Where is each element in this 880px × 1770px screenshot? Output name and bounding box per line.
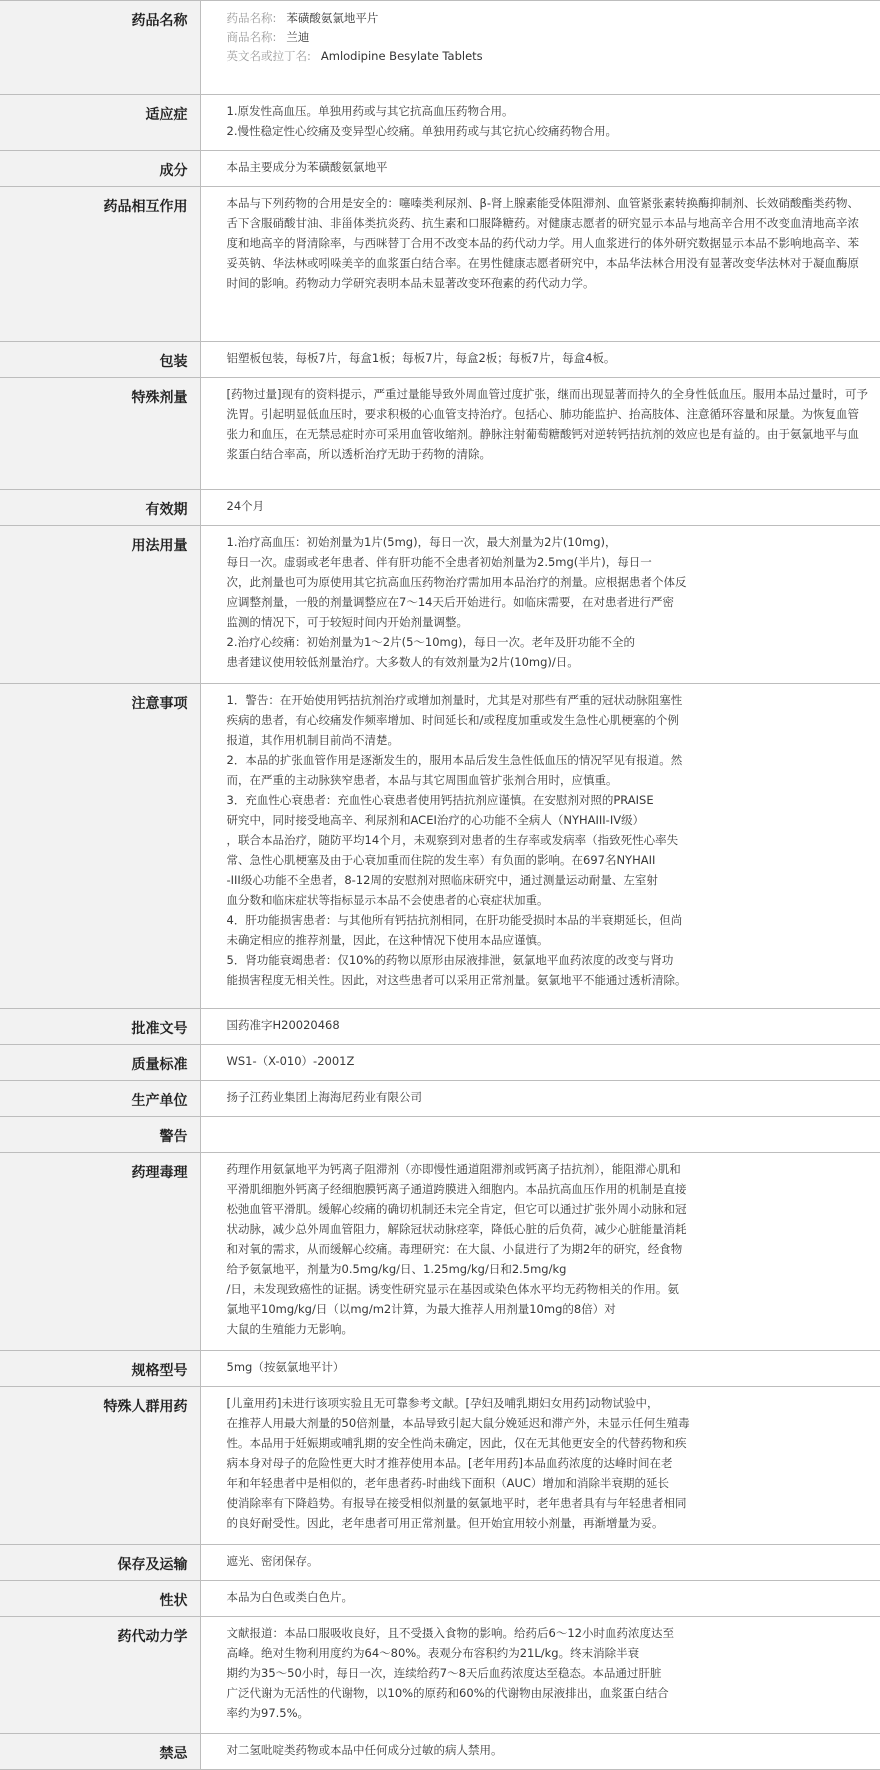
row-label: 生产单位 (0, 1081, 200, 1117)
row-value (200, 526, 880, 684)
row-value (200, 95, 880, 151)
pharmacokinetics-line: 高峰。绝对生物利用度约为64～80%。表观分布容积约为21L/kg。终末消除半衰 (226, 1646, 640, 1660)
row-standard (0, 1045, 880, 1081)
pharmacology-line: 氯地平10mg/kg/日（以mg/m2计算，为最大推荐人用剂量10mg的8倍）对 (226, 1302, 616, 1316)
indication-line: 1.原发性高血压。单独用药或与其它抗高血压药物合用。 (226, 104, 514, 118)
english-name-value: Amlodipine Besylate Tablets (320, 49, 483, 63)
row-label: 用法用量 (0, 526, 200, 684)
row-interactions (0, 187, 880, 342)
english-name-label: 英文名或拉丁名: (226, 49, 311, 63)
pharmacokinetics-line: 文献报道：本品口服吸收良好，且不受摄入食物的影响。给药后6～12小时血药浓度达至 (226, 1626, 674, 1640)
special-population-line: 的良好耐受性。因此，老年患者可用正常剂量。但开始宜用较小剂量，再渐增量为妥。 (226, 1516, 664, 1530)
precaution-line: 研究中，同时接受地高辛、利尿剂和ACEI治疗的心功能不全病人（NYHAIII-IV级） (226, 813, 645, 827)
precaution-line: 血分数和临床症状等指标显示本品不会使患者的心衰症状加重。 (226, 893, 549, 907)
row-approval (0, 1009, 880, 1045)
row-value: 铝塑板包装，每板7片，每盒1板；每板7片，每盒2板；每板7片，每盒4板。 (200, 342, 880, 378)
trade-name-value: 兰迪 (286, 30, 310, 44)
pharmacology-line: 和对氧的需求，从而缓解心绞痛。毒理研究：在大鼠、小鼠进行了为期2年的研究，经食物 (226, 1242, 683, 1256)
row-value: [药物过量]现有的资料提示，严重过量能导致外周血管过度扩张，继而出现显著而持久的全身性低血压。服用本品过量时，可予洗胃。引起明显低血压时，要求积极的心血管支持治疗。包括心、肺功能监护、抬高肢体、注意循环容量和尿量。为恢复血管张力和血压，在无禁忌症时亦可采用血管收缩剂。静脉注射葡萄糖酸钙对逆转钙拮抗剂的效应也是有益的。由于氨氯地平与血浆蛋白结合率高，所以透析治疗无助于药物的清除。 (200, 378, 880, 490)
special-population-line: 使消除率有下降趋势。有报导在接受相似剂量的氨氯地平时，老年患者具有与年轻患者相同 (226, 1496, 687, 1510)
row-label: 药品相互作用 (0, 187, 200, 342)
row-label: 批准文号 (0, 1009, 200, 1045)
generic-name-label: 药品名称: (226, 11, 277, 25)
dosage-line: 监测的情况下，可于较短时间内开始剂量调整。 (226, 615, 468, 629)
row-overdose (0, 378, 880, 490)
row-label: 适应症 (0, 95, 200, 151)
row-value (200, 684, 880, 1009)
row-indications (0, 95, 880, 151)
precaution-line: ，联合本品治疗，随防平均14个月，未观察到对患者的生存率或发病率（指致死性心率失 (226, 833, 679, 847)
pharmacology-line: 药理作用氨氯地平为钙离子阻滞剂（亦即慢性通道阻滞剂或钙离子拮抗剂），能阻滞心肌和 (226, 1162, 681, 1176)
row-name (0, 1, 880, 95)
row-appearance (0, 1581, 880, 1617)
row-dosage (0, 526, 880, 684)
row-label: 有效期 (0, 490, 200, 526)
dosage-line: 患者建议使用较低剂量治疗。大多数人的有效剂量为2片(10mg)/日。 (226, 655, 579, 669)
row-value: 遮光、密闭保存。 (200, 1545, 880, 1581)
pharmacology-line: /日，未发现致癌性的证据。诱变性研究显示在基因或染色体水平均无药物相关的作用。氨 (226, 1282, 679, 1296)
special-population-line: 年和年轻患者中是相似的，老年患者药-时曲线下面积（AUC）增加和消除半衰期的延长 (226, 1476, 669, 1490)
row-value: 本品与下列药物的合用是安全的：噻嗪类利尿剂、β-肾上腺素能受体阻滞剂、血管紧张素转换酶抑制剂、长效硝酸酯类药物、舌下含服硝酸甘油、非甾体类抗炎药、抗生素和口服降糖药。对健康志愿者的研究显示本品与地高辛合用不改变血清地高辛浓度和地高辛的肾清除率，与西咪替丁合用不改变本品的药代动力学。用人血浆进行的体外研究数据显示本品不影响地高辛、苯妥英钠、华法林或吲哚美辛的血浆蛋白结合率。在男性健康志愿者研究中，本品华法林合用没有显著改变华法林对于凝血酶原时间的影响。药物动力学研究表明本品未显著改变环孢素的药代动力学。 (200, 187, 880, 342)
precaution-line: 能损害程度无相关性。因此，对这些患者可以采用正常剂量。氨氯地平不能通过透析清除。 (226, 973, 687, 987)
trade-name-label: 商品名称: (226, 30, 277, 44)
row-value: 5mg（按氨氯地平计） (200, 1351, 880, 1387)
row-value (200, 1117, 880, 1153)
row-value (200, 1153, 880, 1351)
precaution-line: 未确定相应的推荐剂量，因此，在这种情况下使用本品应谨慎。 (226, 933, 549, 947)
row-label: 保存及运输 (0, 1545, 200, 1581)
row-value: 本品主要成分为苯磺酸氨氯地平 (200, 151, 880, 187)
row-label: 成分 (0, 151, 200, 187)
row-value: 24个月 (200, 490, 880, 526)
precaution-line: 2．本品的扩张血管作用是逐渐发生的，服用本品后发生急性低血压的情况罕见有报道。然 (226, 753, 683, 767)
special-population-line: 病本身对母子的危险性更大时才推荐使用本品。[老年用药]本品血药浓度的达峰时间在老 (226, 1456, 673, 1470)
row-pharmacokinetics (0, 1617, 880, 1734)
row-label: 质量标准 (0, 1045, 200, 1081)
precaution-line: 常、急性心肌梗塞及由于心衰加重而住院的发生率）有负面的影响。在697名NYHAII (226, 853, 656, 867)
precaution-line: 疾病的患者，有心绞痛发作频率增加、时间延长和/或程度加重或发生急性心肌梗塞的个例 (226, 713, 679, 727)
row-label: 药品名称 (0, 1, 200, 95)
row-value (200, 1, 880, 95)
pharmacology-line: 松弛血管平滑肌。缓解心绞痛的确切机制还未完全肯定，但它可以通过扩张外周小动脉和冠 (226, 1202, 687, 1216)
generic-name-line (227, 9, 871, 28)
dosage-line: 每日一次。虚弱或老年患者、伴有肝功能不全患者初始剂量为2.5mg(半片)，每日一 (226, 555, 652, 569)
special-population-line: 在推荐人用最大剂量的50倍剂量，本品导致引起大鼠分娩延迟和滞产外，未显示任何生殖毒 (226, 1416, 690, 1430)
precaution-line: 报道，其作用机制目前尚不清楚。 (226, 733, 399, 747)
row-value: 本品为白色或类白色片。 (200, 1581, 880, 1617)
row-value: 扬子江药业集团上海海尼药业有限公司 (200, 1081, 880, 1117)
dosage-line: 次，此剂量也可为原使用其它抗高血压药物治疗需加用本品治疗的剂量。应根据患者个体反 (226, 575, 687, 589)
dosage-line: 2.治疗心绞痛：初始剂量为1～2片(5～10mg)，每日一次。老年及肝功能不全的 (226, 635, 636, 649)
row-specification (0, 1351, 880, 1387)
row-label: 药理毒理 (0, 1153, 200, 1351)
row-precautions (0, 684, 880, 1009)
row-composition (0, 151, 880, 187)
precaution-line: 3．充血性心衰患者：充血性心衰患者使用钙拮抗剂应谨慎。在安慰剂对照的PRAISE (226, 793, 654, 807)
row-value (200, 1387, 880, 1545)
row-value (200, 1617, 880, 1734)
row-package (0, 342, 880, 378)
row-label: 注意事项 (0, 684, 200, 1009)
pharmacokinetics-line: 率约为97.5%。 (226, 1706, 310, 1720)
row-label: 特殊人群用药 (0, 1387, 200, 1545)
row-value: 对二氢吡啶类药物或本品中任何成分过敏的病人禁用。 (200, 1734, 880, 1770)
pharmacology-line: 状动脉，减少总外周血管阻力，解除冠状动脉痉挛，降低心脏的后负荷，减少心脏能量消耗 (226, 1222, 687, 1236)
row-manufacturer (0, 1081, 880, 1117)
precaution-line: 1．警告：在开始使用钙拮抗剂治疗或增加剂量时，尤其是对那些有严重的冠状动脉阻塞性 (226, 693, 683, 707)
row-label: 药代动力学 (0, 1617, 200, 1734)
row-label: 性状 (0, 1581, 200, 1617)
precaution-line: -III级心功能不全患者，8-12周的安慰剂对照临床研究中，通过测量运动耐量、左室射 (226, 873, 658, 887)
dosage-line: 1.治疗高血压：初始剂量为1片(5mg)，每日一次，最大剂量为2片(10mg)， (226, 535, 617, 549)
precaution-line: 而，在严重的主动脉狭窄患者，本品与其它周围血管扩张剂合用时，应慎重。 (226, 773, 618, 787)
precaution-line: 5．肾功能衰竭患者：仅10%的药物以原形由尿液排泄，氨氯地平血药浓度的改变与肾功 (226, 953, 674, 967)
row-value: 国药准字H20020468 (200, 1009, 880, 1045)
pharmacokinetics-line: 广泛代谢为无活性的代谢物，以10%的原药和60%的代谢物由尿液排出，血浆蛋白结合 (226, 1686, 669, 1700)
row-label: 特殊剂量 (0, 378, 200, 490)
pharmacology-line: 大鼠的生殖能力无影响。 (226, 1322, 353, 1336)
row-contraindications (0, 1734, 880, 1770)
pharmacology-line: 给予氨氯地平，剂量为0.5mg/kg/日、1.25mg/kg/日和2.5mg/kg (226, 1262, 567, 1276)
row-special-populations (0, 1387, 880, 1545)
precaution-line: 4．肝功能损害患者：与其他所有钙拮抗剂相同，在肝功能受损时本品的半衰期延长，但尚 (226, 913, 683, 927)
row-warning (0, 1117, 880, 1153)
generic-name-value: 苯磺酸氨氯地平片 (286, 11, 379, 25)
special-population-line: [儿童用药]未进行该项实验且无可靠参考文献。[孕妇及哺乳期妇女用药]动物试验中， (226, 1396, 659, 1410)
pharmacology-line: 平滑肌细胞外钙离子经细胞膜钙离子通道跨膜进入细胞内。本品抗高血压作用的机制是直接 (226, 1182, 687, 1196)
row-value: WS1-（X-010）-2001Z (200, 1045, 880, 1081)
special-population-line: 性。本品用于妊娠期或哺乳期的安全性尚未确定，因此，仅在无其他更安全的代替药物和疾 (226, 1436, 687, 1450)
row-pharmacology (0, 1153, 880, 1351)
english-name-line (227, 47, 871, 66)
row-label: 包装 (0, 342, 200, 378)
row-label: 警告 (0, 1117, 200, 1153)
row-storage (0, 1545, 880, 1581)
indication-line: 2.慢性稳定性心绞痛及变异型心绞痛。单独用药或与其它抗心绞痛药物合用。 (226, 124, 617, 138)
pharmacokinetics-line: 期约为35～50小时，每日一次，连续给药7～8天后血药浓度达至稳态。本品通过肝脏 (226, 1666, 662, 1680)
row-label: 禁忌 (0, 1734, 200, 1770)
dosage-line: 应调整剂量，一般的剂量调整应在7～14天后开始进行。如临床需要，在对患者进行严密 (226, 595, 674, 609)
trade-name-line (227, 28, 871, 47)
row-label: 规格型号 (0, 1351, 200, 1387)
row-validity (0, 490, 880, 526)
